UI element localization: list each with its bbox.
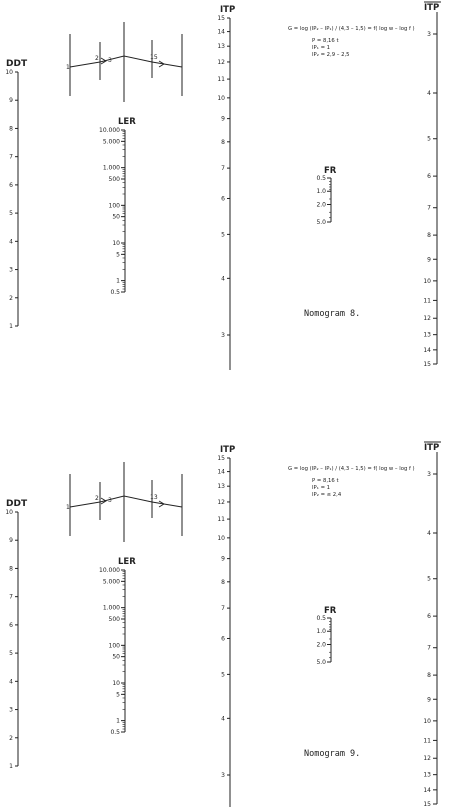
itp-tick-label: 3 (221, 332, 225, 339)
ladder-label: 13 (150, 494, 158, 501)
itp-bar-tick-label: 3 (427, 471, 431, 478)
itp-tick-label: 4 (221, 275, 225, 283)
ler-scale (99, 117, 136, 296)
itp-tick-label: 15 (217, 455, 225, 462)
ler-tick-label: 5 (116, 251, 120, 259)
fr-tick-label: 5.0 (316, 219, 326, 226)
itp-tick-label: 7 (221, 165, 225, 173)
pivot-ladder (66, 22, 182, 102)
ler-tick-label: 5 (116, 691, 120, 699)
itp-bar-tick-label: 3 (427, 31, 431, 38)
ler-tick-label: 10.000 (99, 567, 120, 574)
ddt-tick-label: 1 (9, 323, 13, 330)
nomogram-caption: Nomogram 9. (304, 749, 361, 759)
ladder-label: 3 (108, 57, 112, 64)
fr-title: FR (324, 606, 337, 616)
itp-title: ITP (220, 445, 236, 455)
ddt-title: DDT (6, 59, 28, 69)
itp-bar-tick-label: 12 (423, 315, 431, 323)
itp-tick-label: 6 (221, 195, 225, 203)
pivot-ladder (66, 462, 182, 542)
itp-bar-tick-label: 10 (423, 717, 431, 725)
ddt-scale (5, 59, 28, 330)
ddt-tick-label: 6 (9, 181, 13, 189)
itp-tick-label: 9 (221, 555, 225, 563)
fr-tick-label: 2.0 (316, 641, 326, 649)
ddt-tick-label: 6 (9, 621, 13, 629)
fr-scale (316, 606, 336, 666)
ddt-tick-label: 8 (9, 565, 13, 573)
formula-line: IP₁ = 1 (312, 485, 331, 491)
itp-tick-label: 6 (221, 635, 225, 643)
ler-tick-label: 5.000 (102, 138, 120, 146)
itp-tick-label: 7 (221, 605, 225, 613)
ddt-tick-label: 8 (9, 125, 13, 133)
fr-tick-label: 0.5 (316, 175, 326, 182)
itp-tick-label: 10 (217, 94, 225, 102)
ler-tick-label: 500 (108, 176, 120, 184)
ler-tick-label: 1.000 (102, 164, 120, 172)
itp-tick-label: 8 (221, 138, 225, 146)
itp-tick-label: 15 (217, 15, 225, 22)
ddt-tick-label: 10 (5, 509, 13, 516)
ler-scale (99, 557, 136, 736)
itp-tick-label: 13 (217, 43, 225, 51)
ladder-label: 1 (66, 64, 70, 71)
ler-tick-label: 1.000 (102, 604, 120, 612)
itp-bar-tick-label: 12 (423, 755, 431, 763)
ddt-tick-label: 5 (9, 210, 13, 218)
itp-bar-tick-label: 14 (423, 786, 431, 794)
itp-tick-label: 8 (221, 578, 225, 586)
ler-tick-label: 500 (108, 616, 120, 624)
itp-title: ITP (220, 5, 236, 15)
itp-tick-label: 12 (217, 58, 225, 66)
ler-tick-label: 1 (116, 277, 120, 285)
itp-bar-tick-label: 11 (423, 737, 431, 745)
itp-tick-label: 12 (217, 498, 225, 506)
itp-bar-tick-label: 13 (423, 771, 431, 779)
itp-tick-label: 14 (217, 468, 225, 476)
ddt-tick-label: 4 (9, 238, 13, 246)
fr-tick-label: 1.0 (316, 628, 326, 636)
itp-bar-tick-label: 4 (427, 529, 431, 537)
formula-block (288, 26, 415, 58)
itp-bar-scale (423, 442, 441, 807)
ler-tick-label: 10 (112, 679, 120, 687)
itp-tick-label: 4 (221, 715, 225, 723)
ler-tick-label: 5.000 (102, 578, 120, 586)
itp-bar-scale (423, 2, 441, 368)
formula-line: P = 8,16 t (312, 38, 339, 44)
itp-tick-label: 11 (217, 516, 225, 524)
itp-bar-tick-label: 4 (427, 89, 431, 97)
ddt-tick-label: 2 (9, 734, 13, 742)
itp-tick-label: 13 (217, 483, 225, 491)
ddt-tick-label: 1 (9, 763, 13, 770)
itp-tick-label: 5 (221, 231, 225, 239)
fr-tick-label: 2.0 (316, 201, 326, 209)
ladder-polyline (70, 56, 182, 67)
ler-tick-label: 10 (112, 239, 120, 247)
fr-tick-label: 0.5 (316, 615, 326, 622)
ler-tick-label: 50 (112, 653, 120, 661)
formula-line: IP₁ = 1 (312, 45, 331, 51)
itp-bar-tick-label: 14 (423, 346, 431, 354)
ladder-label: 15 (150, 54, 158, 61)
ladder-polyline (70, 496, 182, 507)
ddt-title: DDT (6, 499, 28, 509)
itp-bar-tick-label: 5 (427, 135, 431, 143)
ladder-label: 1 (66, 504, 70, 511)
ddt-tick-label: 9 (9, 537, 13, 545)
ddt-tick-label: 4 (9, 678, 13, 686)
itp-bar-title: ITP (424, 3, 440, 13)
itp-scale (217, 445, 235, 807)
itp-tick-label: 3 (221, 772, 225, 779)
itp-bar-tick-label: 11 (423, 297, 431, 305)
itp-tick-label: 14 (217, 28, 225, 36)
ler-title: LER (118, 557, 136, 567)
itp-bar-tick-label: 9 (427, 256, 431, 264)
itp-bar-tick-label: 7 (427, 204, 431, 212)
ddt-tick-label: 2 (9, 294, 13, 302)
itp-scale (217, 5, 235, 370)
fr-tick-label: 5.0 (316, 659, 326, 666)
itp-bar-tick-label: 6 (427, 613, 431, 621)
itp-bar-tick-label: 9 (427, 696, 431, 704)
formula-main: G = log (IP₂ – IP₁) / (4,3 – 1,5) = f( log w – log f ) (288, 26, 415, 32)
itp-bar-tick-label: 5 (427, 575, 431, 583)
ler-tick-label: 50 (112, 213, 120, 221)
ddt-scale (5, 499, 28, 770)
nomogram-9 (5, 442, 441, 807)
ler-tick-label: 0.5 (110, 729, 120, 736)
ladder-label: 2 (95, 495, 99, 502)
itp-bar-tick-label: 15 (423, 361, 431, 368)
ler-tick-label: 1 (116, 717, 120, 725)
itp-bar-tick-label: 10 (423, 277, 431, 285)
fr-title: FR (324, 166, 337, 176)
formula-line: IP₂ = ≤ 2,4 (312, 492, 342, 498)
itp-bar-tick-label: 7 (427, 644, 431, 652)
ler-tick-label: 100 (108, 202, 120, 210)
ddt-tick-label: 9 (9, 97, 13, 105)
ladder-label: 3 (108, 497, 112, 504)
itp-bar-tick-label: 8 (427, 672, 431, 680)
formula-line: IP₂ = 2,9 – 2,5 (312, 52, 350, 58)
itp-bar-tick-label: 15 (423, 801, 431, 807)
itp-bar-tick-label: 6 (427, 173, 431, 181)
ler-tick-label: 0.5 (110, 289, 120, 296)
itp-bar-title: ITP (424, 443, 440, 453)
fr-tick-label: 1.0 (316, 188, 326, 196)
ddt-tick-label: 7 (9, 153, 13, 161)
ddt-tick-label: 3 (9, 706, 13, 714)
formula-line: P = 8,16 t (312, 478, 339, 484)
itp-tick-label: 5 (221, 671, 225, 679)
ddt-tick-label: 5 (9, 650, 13, 658)
ler-title: LER (118, 117, 136, 127)
formula-main: G = log (IP₂ – IP₁) / (4,3 – 1,5) = f( log w – log f ) (288, 466, 415, 472)
itp-tick-label: 9 (221, 115, 225, 123)
fr-scale (316, 166, 336, 226)
nomogram-8 (5, 2, 441, 370)
ddt-tick-label: 3 (9, 266, 13, 274)
ddt-tick-label: 7 (9, 593, 13, 601)
nomogram-caption: Nomogram 8. (304, 309, 361, 319)
ler-tick-label: 100 (108, 642, 120, 650)
itp-bar-tick-label: 8 (427, 232, 431, 240)
itp-bar-tick-label: 13 (423, 331, 431, 339)
ddt-tick-label: 10 (5, 69, 13, 76)
formula-block (288, 466, 415, 498)
itp-tick-label: 11 (217, 76, 225, 84)
ler-tick-label: 10.000 (99, 127, 120, 134)
itp-tick-label: 10 (217, 534, 225, 542)
ladder-label: 2 (95, 55, 99, 62)
